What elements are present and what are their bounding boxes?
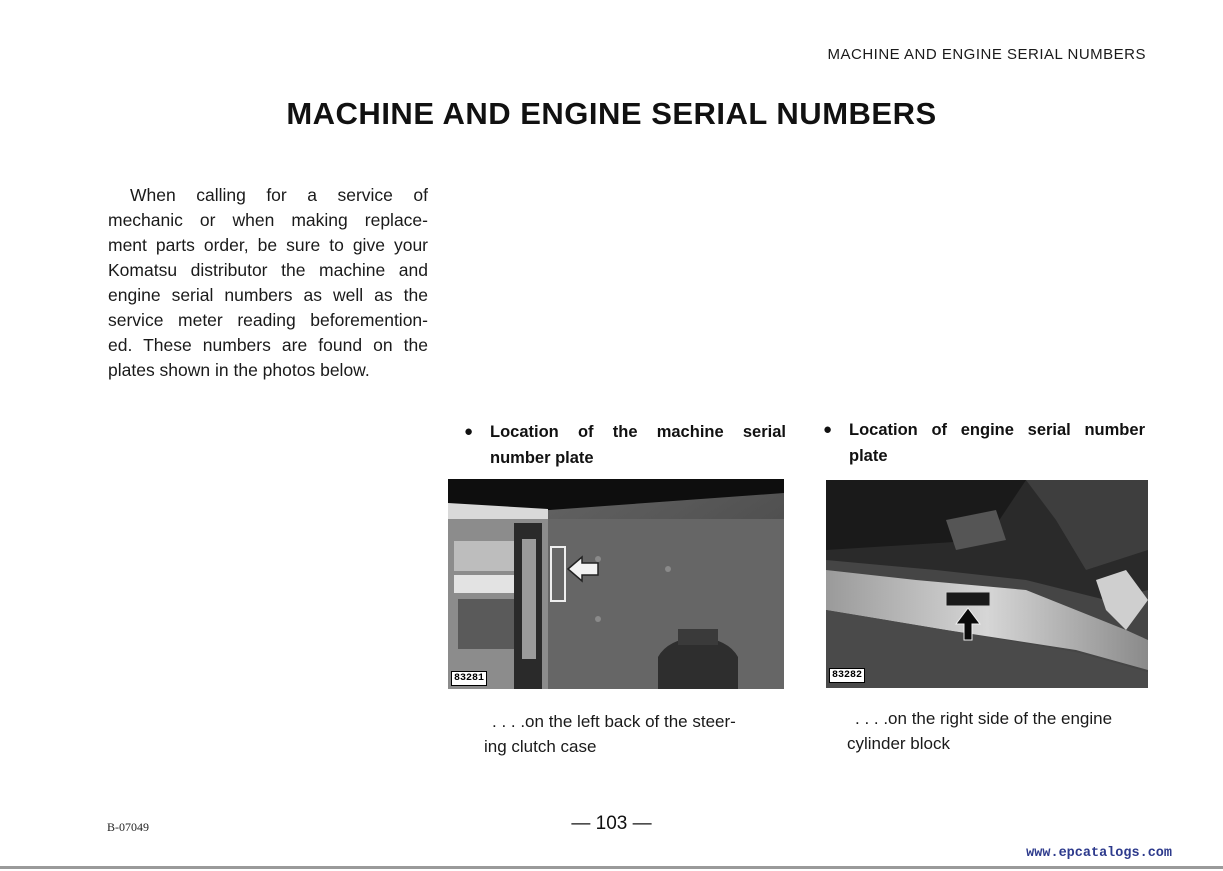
engine-photo-illustration: [826, 480, 1148, 688]
machine-plate-caption: [464, 419, 786, 471]
intro-line: mechanic or when making replace-: [108, 210, 428, 230]
machine-plate-location-text: [484, 709, 780, 759]
intro-line: engine serial numbers as well as the: [108, 285, 428, 305]
intro-paragraph: [108, 183, 428, 383]
intro-line: When calling for a service of: [130, 185, 428, 205]
sub-caption-line: cylinder block: [847, 734, 950, 753]
sub-caption-line: . . . .on the left back of the steer-: [492, 712, 736, 731]
engine-plate-caption: [823, 417, 1145, 469]
page-number: — 103 —: [571, 813, 652, 834]
photo-reference-label: 83281: [451, 671, 487, 686]
document-code: B-07049: [107, 820, 149, 834]
running-header: MACHINE AND ENGINE SERIAL NUMBERS: [827, 46, 1146, 63]
photo-reference-label: 83282: [829, 668, 865, 683]
bullet-icon: ●: [464, 423, 474, 440]
caption-line: plate: [849, 447, 888, 465]
bottom-rule: [0, 866, 1223, 869]
watermark-link[interactable]: www.epcatalogs.com: [1026, 846, 1172, 861]
caption-line: Location of engine serial number: [849, 421, 1145, 439]
machine-serial-plate-photo: [448, 479, 784, 689]
engine-plate-location-text: [847, 706, 1145, 756]
caption-line: number plate: [490, 449, 594, 467]
sub-caption-line: ing clutch case: [484, 737, 597, 756]
bullet-icon: ●: [823, 421, 833, 438]
engine-serial-plate-photo: [826, 480, 1148, 688]
intro-line: ed. These numbers are found on the: [108, 335, 428, 355]
intro-line: plates shown in the photos below.: [108, 360, 370, 380]
machine-photo-illustration: [448, 479, 784, 689]
caption-line: Location of the machine serial: [490, 423, 786, 441]
intro-line: Komatsu distributor the machine and: [108, 260, 428, 280]
intro-line: service meter reading beforemention-: [108, 310, 428, 330]
intro-line: ment parts order, be sure to give your: [108, 235, 428, 255]
sub-caption-line: . . . .on the right side of the engine: [855, 709, 1113, 728]
page-title: MACHINE AND ENGINE SERIAL NUMBERS: [286, 96, 937, 131]
